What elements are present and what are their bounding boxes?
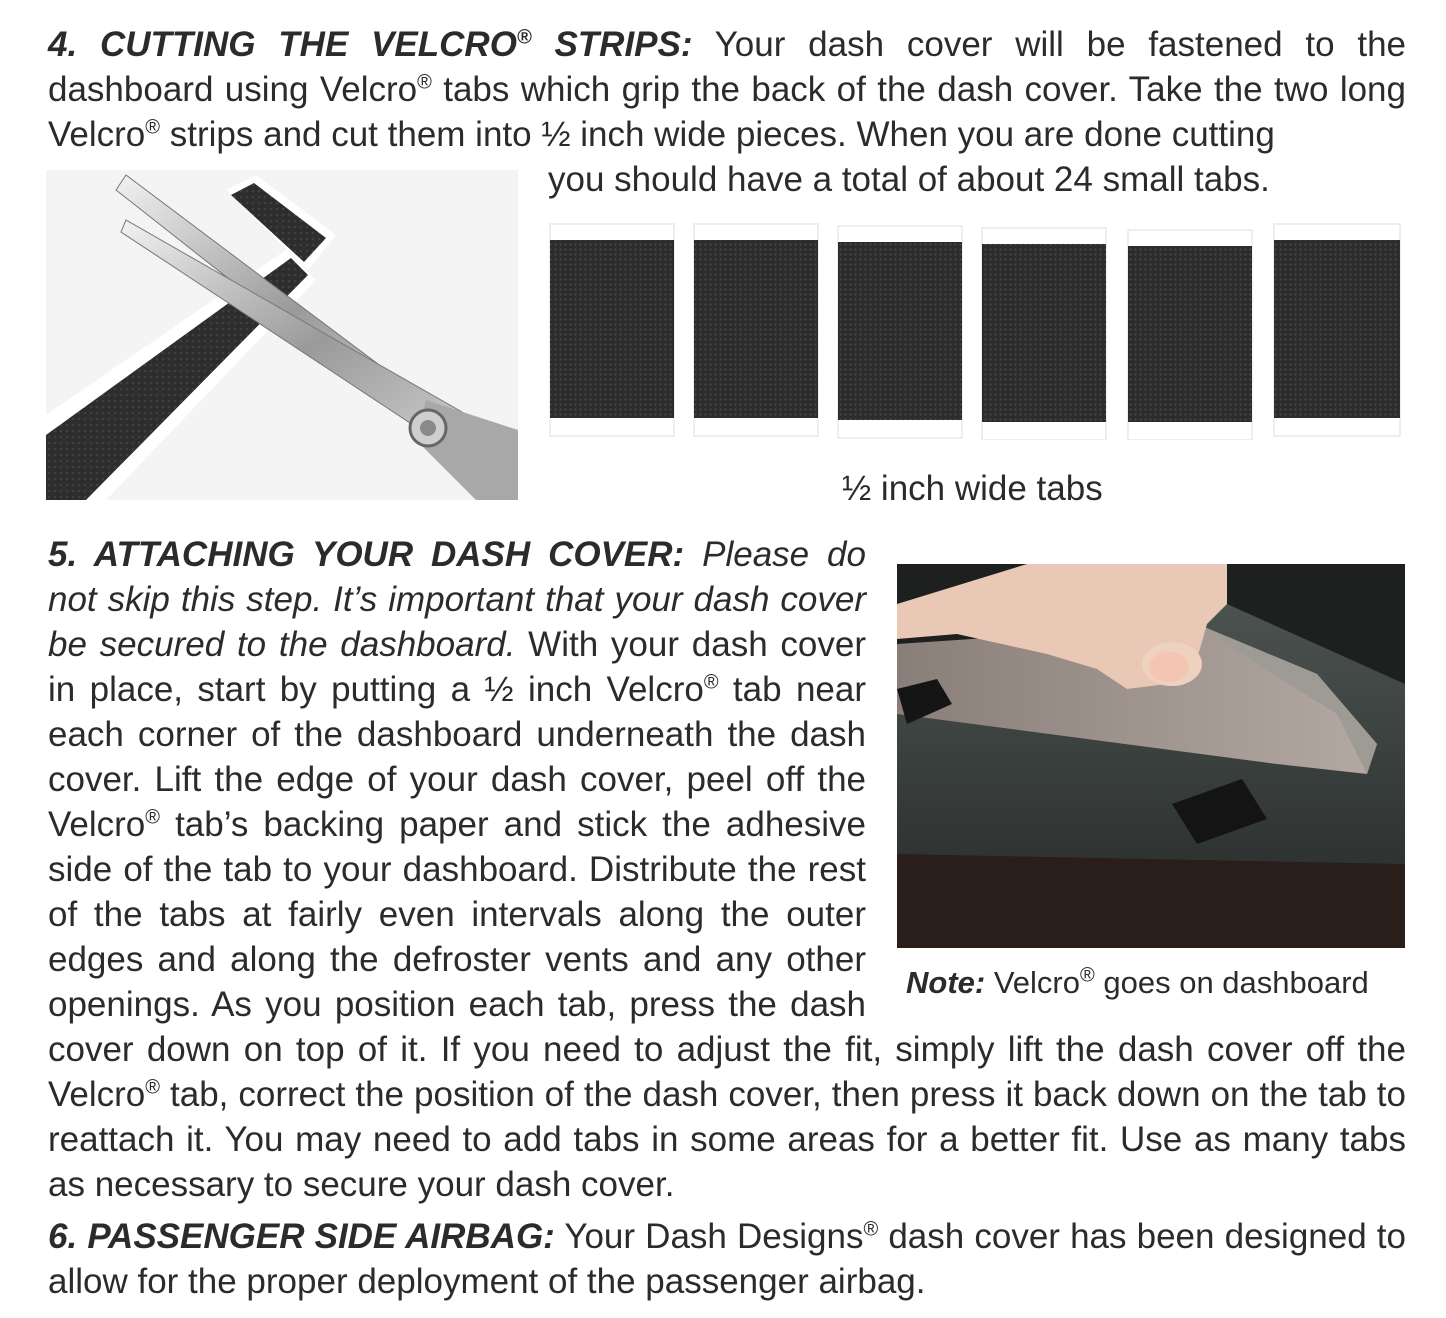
photo-note: Note: Velcro® goes on dashboard <box>906 964 1369 1000</box>
velcro-tab <box>1128 230 1252 440</box>
section-4-heading: 4. CUTTING THE VELCRO® STRIPS: <box>48 25 693 64</box>
section-4-paragraph: 4. CUTTING THE VELCRO® STRIPS: Your dash cover will be fastened to the dashboard using Velcro® tabs which grip the back of the dash cover. Take the two long Velcro® strips and cut them into ½ inch wide pieces. When you are done cutting you should have a total of about 24 small tabs. <box>48 22 1406 202</box>
dash-cover-attachment-photo <box>897 564 1405 948</box>
section-6-heading: 6. PASSENGER SIDE AIRBAG: <box>48 1217 555 1256</box>
section-5-paragraph: 5. ATTACHING YOUR DASH COVER: Please do not skip this step. It’s important that your dash cover be secured to the dashboard. With your dash cover in place, start by putting a ½ inch Velcro® tab near each corner of the dashboard underneath the dash cover. Lift the edge of your dash cover, peel off the Velcro® tab’s backing paper and stick the adhesive side of the tab to your dashboard. Distribute the rest of the tabs at fairly even intervals along the outer edges and along the defroster vents and any other openings. As you position each tab, press the dash cover down on top of it. If you need to adjust the fit, simply lift the dash cover off the Velcro® tab, correct the position of the dash cover, then press it back down on the tab to reattach it. You may need to add tabs in some areas for a better fit. Use as many tabs as necessary to secure your dash cover. <box>48 535 1406 1204</box>
note-label: Note: <box>906 965 986 1000</box>
velcro-tab <box>694 224 818 436</box>
tabs-caption: ½ inch wide tabs <box>842 469 1103 508</box>
velcro-tab <box>1274 224 1400 436</box>
section-6-paragraph: 6. PASSENGER SIDE AIRBAG: Your Dash Designs® dash cover has been designed to allow for the proper deployment of the passenger airbag. <box>48 1217 1406 1301</box>
velcro-tab <box>982 228 1106 440</box>
section-4-last-line: you should have a total of about 24 small tabs. <box>548 160 1270 199</box>
velcro-tab <box>550 224 674 436</box>
scissors-cutting-velcro-image <box>46 170 518 500</box>
velcro-tabs-image <box>548 222 1406 440</box>
section-5-heading: 5. ATTACHING YOUR DASH COVER: <box>48 535 685 574</box>
velcro-tab <box>838 226 962 438</box>
